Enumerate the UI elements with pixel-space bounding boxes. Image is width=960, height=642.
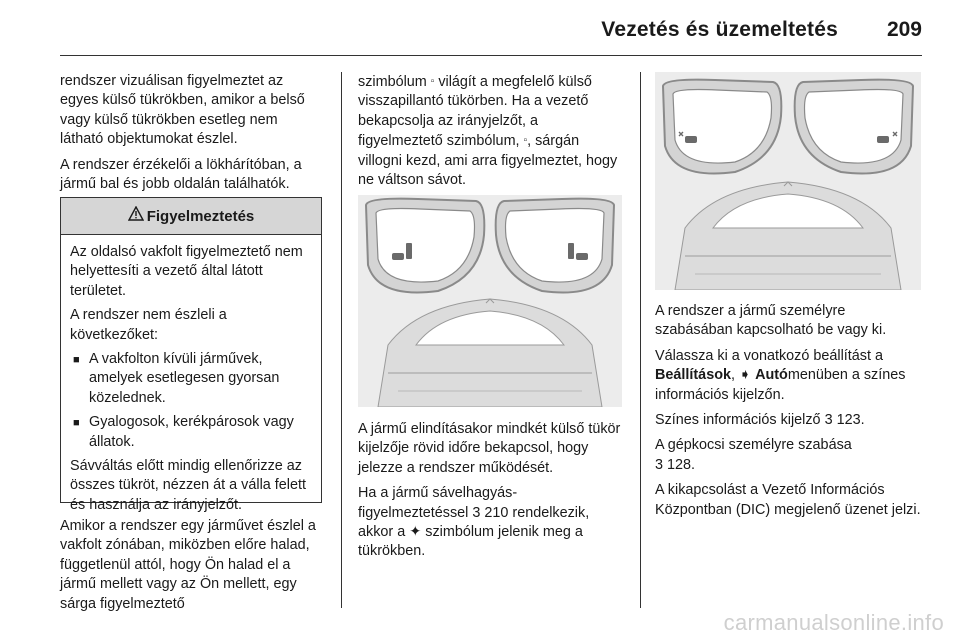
column-divider-2: [640, 72, 641, 608]
column-1-continued: [60, 517, 324, 614]
column-2: [358, 72, 626, 196]
paragraph: [655, 347, 925, 405]
mirror-symbol-illustration-figure: [655, 72, 921, 290]
page-header: [0, 0, 960, 58]
paragraph: A jármű elindításakor mindkét külső tükör kijelzője rövid időre bekapcsol, hogy jelezze a rendszer működését.: [358, 421, 621, 476]
header-rule: [60, 55, 922, 56]
menu-name-car: Autó: [755, 367, 788, 384]
paragraph: rendszer vizuálisan figyelmeztet az egyes külső tükrökben, amikor a belső vagy külső tükrökben esetleg nem látható objektumokat észlel.: [60, 73, 305, 148]
text-run: 123.: [836, 412, 865, 429]
column-divider-1: [341, 72, 342, 608]
warning-box: [60, 197, 322, 513]
paragraph: A rendszer érzékelői a lökhárítóban, a jármű bal és jobb oldalán találhatók.: [60, 156, 302, 193]
menu-arrow-icon: ➧: [739, 367, 752, 384]
mirror-illustration-figure: [358, 195, 622, 407]
menu-name-settings: Beállítások: [655, 367, 731, 384]
text-run: A gépkocsi személyre szabása: [655, 437, 852, 454]
text-run: világít a megfelelő külső visszapillantó tükörben. Ha a vezető bekapcsolja az irányjelzőt, a figyelmeztető szimbólum,: [358, 74, 592, 150]
warning-paragraph: Az oldalsó vakfolt figyelmeztető nem helyettesíti a vezető által látott területet.: [70, 244, 303, 299]
bullet-icon: ■: [73, 354, 80, 367]
paragraph: Amikor a rendszer egy járművet észlel a vakfolt zónában, miközben előre halad, függetlenül attól, hogy Ön halad el a jármű mellett vagy az Ön mellett, egy sárga figyelmeztető: [60, 518, 316, 612]
paragraph: [358, 484, 626, 562]
warning-title: Figyelmeztetés: [146, 207, 255, 225]
section-title: Vezetés és üzemeltetés: [601, 18, 838, 41]
paragraph: A rendszer a jármű személyre szabásában kapcsolható be vagy ki.: [655, 303, 887, 339]
blind-spot-symbol-icon: ▫: [523, 135, 528, 147]
paragraph: [655, 436, 925, 475]
page-ref-icon: 3: [824, 412, 833, 429]
text-run: Válassza ki a vonatkozó beállítást a: [655, 347, 883, 364]
warning-paragraph: Sávváltás előtt mindig ellenőrizze az összes tükröt, nézzen át a válla felett és használja az irányjelzőt.: [70, 458, 306, 513]
column-3: [655, 302, 925, 526]
warning-paragraph: A rendszer nem észleli a következőket:: [70, 307, 227, 343]
text-run: Ha a jármű sávelhagyás-figyelmeztetéssel: [358, 485, 518, 521]
column-1: [60, 72, 324, 200]
warning-bullet: [70, 350, 312, 408]
warning-triangle-icon: [128, 206, 144, 226]
blind-spot-symbol-icon: ▫: [430, 76, 435, 87]
watermark: carmanualsonline.info: [723, 610, 944, 635]
page-ref-icon: 3: [472, 504, 481, 521]
text-run: ,: [731, 367, 735, 384]
text-run: 128.: [667, 456, 696, 473]
bullet-text: Gyalogosok, kerékpárosok vagy állatok.: [89, 414, 294, 450]
warning-body: [61, 235, 321, 515]
bullet-text: A vakfolton kívüli járművek, amelyek esetlegesen gyorsan közelednek.: [89, 351, 280, 406]
page-ref-icon: 3: [655, 456, 664, 473]
paragraph: [358, 72, 626, 190]
bullet-icon: ■: [73, 417, 80, 430]
column-2-continued: [358, 420, 626, 568]
text-run: szimbólum jelenik meg a tükrökben.: [358, 524, 583, 560]
lane-departure-symbol-icon: ✦: [409, 524, 422, 541]
paragraph: A kikapcsolást a Vezető Információs Központban (DIC) megjelenő üzenet jelzi.: [655, 482, 921, 518]
text-run: 210 rendelkezik, akkor a: [358, 504, 590, 541]
warning-header: [61, 198, 321, 235]
text-run: menüben a színes információs kijelzőn.: [655, 367, 906, 403]
text-run: szimbólum: [358, 74, 427, 90]
warning-bullet: [70, 413, 312, 452]
text-run: , sárgán villogni kezd, ami arra figyelmeztet, hogy ne váltson sávot.: [358, 133, 618, 189]
text-run: Színes információs kijelző: [655, 412, 821, 429]
paragraph: [655, 411, 925, 430]
page-number: 209: [886, 18, 922, 41]
